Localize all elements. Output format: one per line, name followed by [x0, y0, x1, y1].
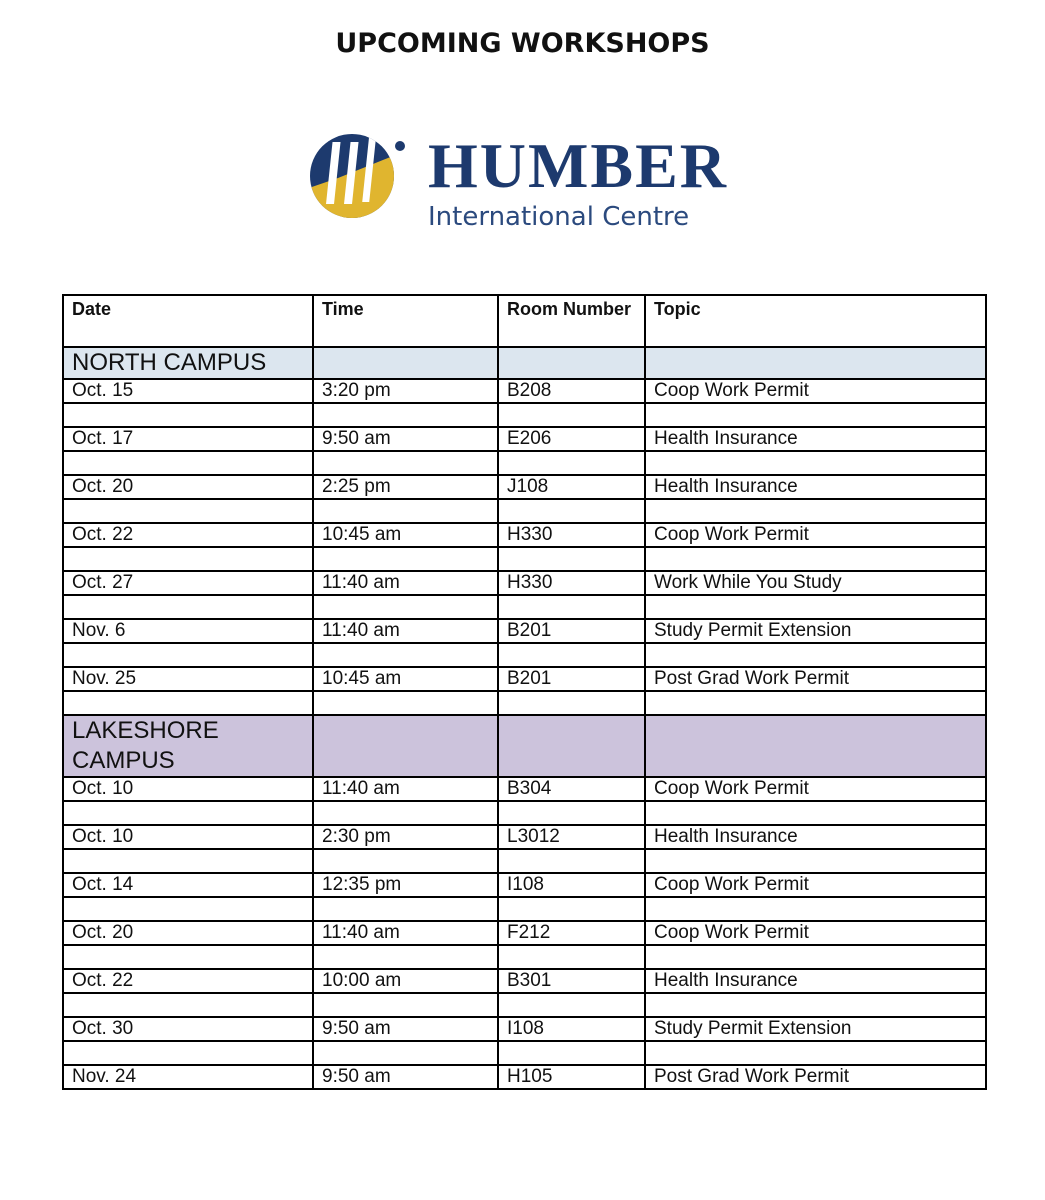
spacer-row	[63, 595, 986, 619]
campus-row-empty-cell	[645, 715, 986, 777]
campus-row-empty-cell	[645, 347, 986, 379]
logo-wordmark: HUMBER	[428, 130, 728, 201]
cell-room: I108	[498, 873, 645, 897]
spacer-cell	[63, 993, 313, 1017]
spacer-cell	[645, 547, 986, 571]
spacer-cell	[645, 595, 986, 619]
spacer-cell	[645, 801, 986, 825]
table-row	[63, 475, 986, 499]
table-row	[63, 667, 986, 691]
cell-topic: Study Permit Extension	[645, 1017, 986, 1041]
cell-date: Nov. 24	[63, 1065, 313, 1089]
spacer-row	[63, 499, 986, 523]
table-row	[63, 427, 986, 451]
spacer-cell	[498, 801, 645, 825]
spacer-cell	[498, 945, 645, 969]
cell-room: L3012	[498, 825, 645, 849]
cell-date: Oct. 10	[63, 825, 313, 849]
spacer-cell	[645, 897, 986, 921]
cell-topic: Post Grad Work Permit	[645, 667, 986, 691]
table-row	[63, 921, 986, 945]
cell-date: Oct. 14	[63, 873, 313, 897]
cell-time: 3:20 pm	[313, 379, 498, 403]
campus-row-empty-cell	[498, 715, 645, 777]
spacer-cell	[498, 595, 645, 619]
header-room-number: Room Number	[498, 295, 645, 347]
spacer-cell	[313, 643, 498, 667]
spacer-row	[63, 801, 986, 825]
spacer-cell	[63, 595, 313, 619]
cell-date: Oct. 27	[63, 571, 313, 595]
spacer-cell	[498, 691, 645, 715]
cell-date: Oct. 10	[63, 777, 313, 801]
cell-room: B208	[498, 379, 645, 403]
cell-room: F212	[498, 921, 645, 945]
cell-time: 11:40 am	[313, 571, 498, 595]
table-row	[63, 969, 986, 993]
cell-topic: Study Permit Extension	[645, 619, 986, 643]
spacer-row	[63, 897, 986, 921]
spacer-row	[63, 643, 986, 667]
spacer-cell	[645, 403, 986, 427]
spacer-cell	[498, 451, 645, 475]
spacer-cell	[313, 993, 498, 1017]
cell-room: B201	[498, 667, 645, 691]
cell-topic: Health Insurance	[645, 427, 986, 451]
spacer-cell	[313, 801, 498, 825]
cell-room: H330	[498, 523, 645, 547]
cell-date: Nov. 6	[63, 619, 313, 643]
campus-row-empty-cell	[313, 347, 498, 379]
spacer-cell	[63, 451, 313, 475]
spacer-cell	[63, 801, 313, 825]
cell-topic: Coop Work Permit	[645, 921, 986, 945]
humber-logo	[308, 124, 748, 244]
workshop-table	[62, 294, 987, 1090]
spacer-cell	[498, 993, 645, 1017]
spacer-cell	[313, 945, 498, 969]
cell-time: 10:00 am	[313, 969, 498, 993]
spacer-cell	[645, 451, 986, 475]
spacer-cell	[313, 595, 498, 619]
cell-room: I108	[498, 1017, 645, 1041]
cell-room: B201	[498, 619, 645, 643]
spacer-cell	[63, 1041, 313, 1065]
spacer-row	[63, 451, 986, 475]
workshop-table-body	[63, 295, 986, 1089]
cell-time: 2:30 pm	[313, 825, 498, 849]
cell-topic: Coop Work Permit	[645, 873, 986, 897]
cell-room: J108	[498, 475, 645, 499]
cell-time: 10:45 am	[313, 667, 498, 691]
cell-topic: Health Insurance	[645, 969, 986, 993]
spacer-cell	[313, 691, 498, 715]
cell-topic: Post Grad Work Permit	[645, 1065, 986, 1089]
cell-time: 2:25 pm	[313, 475, 498, 499]
spacer-cell	[645, 945, 986, 969]
cell-date: Oct. 20	[63, 475, 313, 499]
spacer-cell	[313, 403, 498, 427]
page-title: UPCOMING WORKSHOPS	[335, 28, 710, 59]
header-date: Date	[63, 295, 313, 347]
cell-date: Oct. 22	[63, 969, 313, 993]
spacer-cell	[63, 403, 313, 427]
campus-section-row	[63, 347, 986, 379]
header-time: Time	[313, 295, 498, 347]
cell-time: 10:45 am	[313, 523, 498, 547]
cell-time: 9:50 am	[313, 427, 498, 451]
spacer-row	[63, 945, 986, 969]
cell-time: 11:40 am	[313, 619, 498, 643]
spacer-cell	[313, 897, 498, 921]
cell-topic: Coop Work Permit	[645, 523, 986, 547]
spacer-row	[63, 403, 986, 427]
spacer-cell	[63, 547, 313, 571]
cell-time: 9:50 am	[313, 1017, 498, 1041]
spacer-cell	[498, 547, 645, 571]
logo-subtitle: International Centre	[428, 202, 690, 232]
spacer-cell	[313, 499, 498, 523]
spacer-cell	[63, 897, 313, 921]
spacer-cell	[498, 643, 645, 667]
campus-label: LAKESHORE CAMPUS	[63, 715, 313, 777]
cell-topic: Work While You Study	[645, 571, 986, 595]
campus-row-empty-cell	[313, 715, 498, 777]
spacer-cell	[313, 547, 498, 571]
table-row	[63, 777, 986, 801]
table-row	[63, 379, 986, 403]
spacer-cell	[313, 451, 498, 475]
spacer-cell	[313, 849, 498, 873]
spacer-cell	[63, 945, 313, 969]
table-row	[63, 1065, 986, 1089]
campus-row-empty-cell	[498, 347, 645, 379]
cell-time: 9:50 am	[313, 1065, 498, 1089]
spacer-cell	[645, 691, 986, 715]
cell-room: B304	[498, 777, 645, 801]
spacer-row	[63, 849, 986, 873]
cell-time: 11:40 am	[313, 777, 498, 801]
spacer-cell	[498, 1041, 645, 1065]
humber-logo-mark-icon	[308, 128, 408, 224]
campus-section-row	[63, 715, 986, 777]
spacer-cell	[63, 643, 313, 667]
table-row	[63, 873, 986, 897]
cell-date: Oct. 30	[63, 1017, 313, 1041]
cell-date: Nov. 25	[63, 667, 313, 691]
table-row	[63, 523, 986, 547]
spacer-row	[63, 547, 986, 571]
table-row	[63, 619, 986, 643]
cell-room: H105	[498, 1065, 645, 1089]
spacer-cell	[498, 499, 645, 523]
spacer-cell	[645, 993, 986, 1017]
cell-room: B301	[498, 969, 645, 993]
cell-topic: Coop Work Permit	[645, 379, 986, 403]
spacer-cell	[645, 643, 986, 667]
cell-room: H330	[498, 571, 645, 595]
spacer-cell	[313, 1041, 498, 1065]
header-topic: Topic	[645, 295, 986, 347]
cell-date: Oct. 22	[63, 523, 313, 547]
campus-label: NORTH CAMPUS	[63, 347, 313, 379]
spacer-cell	[645, 849, 986, 873]
spacer-cell	[498, 849, 645, 873]
table-row	[63, 571, 986, 595]
spacer-cell	[498, 897, 645, 921]
spacer-cell	[63, 849, 313, 873]
spacer-cell	[63, 691, 313, 715]
spacer-cell	[63, 499, 313, 523]
cell-room: E206	[498, 427, 645, 451]
table-row	[63, 825, 986, 849]
table-row	[63, 1017, 986, 1041]
spacer-cell	[498, 403, 645, 427]
spacer-row	[63, 691, 986, 715]
cell-topic: Health Insurance	[645, 825, 986, 849]
cell-date: Oct. 17	[63, 427, 313, 451]
cell-date: Oct. 15	[63, 379, 313, 403]
spacer-cell	[645, 1041, 986, 1065]
cell-date: Oct. 20	[63, 921, 313, 945]
spacer-row	[63, 993, 986, 1017]
cell-topic: Health Insurance	[645, 475, 986, 499]
spacer-row	[63, 1041, 986, 1065]
spacer-cell	[645, 499, 986, 523]
cell-time: 12:35 pm	[313, 873, 498, 897]
cell-topic: Coop Work Permit	[645, 777, 986, 801]
table-header-row	[63, 295, 986, 347]
cell-time: 11:40 am	[313, 921, 498, 945]
